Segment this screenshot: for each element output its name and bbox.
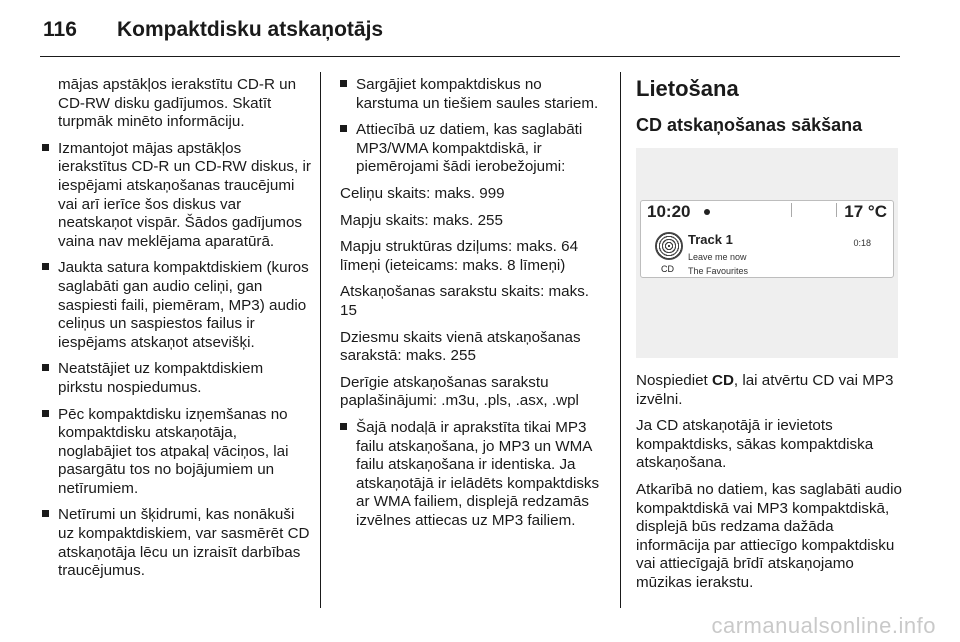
bullet-text: Izmantojot mājas apstākļos ierakstītus CD-R un CD-RW diskus, ir iespējami atskaņošanas traucējumi vai arī ierīce šos diskus var neatskaņot vispār. Šādos gadījumos vaina nav meklējama aparatūrā.	[58, 139, 311, 250]
bullet-square-icon	[340, 80, 347, 87]
continued-paragraph: mājas apstākļos ierakstītu CD-R un CD-RW disku gadījumos. Skatīt turpmāk minēto informāciju.	[58, 76, 297, 131]
limit-item: Celiņu skaits: maks. 999	[340, 184, 505, 202]
elapsed-time: 0:18	[853, 238, 871, 248]
bullet-square-icon	[42, 263, 49, 270]
page-number: 116	[43, 18, 77, 41]
separator-tick	[791, 203, 792, 217]
display-status-bar	[641, 201, 893, 223]
column-3	[636, 76, 902, 601]
chapter-title: Kompaktdisku atskaņotājs	[117, 18, 384, 41]
bullet-item	[42, 259, 312, 352]
instruction-paragraph	[636, 372, 902, 409]
bullet-square-icon	[340, 423, 347, 430]
clock-readout: 10:20	[647, 202, 691, 221]
bullet-square-icon	[42, 410, 49, 417]
bullet-text: Attiecībā uz datiem, kas saglabāti MP3/WMA kompaktdiskā, ir piemērojami šādi ierobežojumi:	[356, 121, 583, 176]
column-2	[340, 76, 608, 538]
bullet-item	[340, 419, 608, 531]
watermark: carmanualsonline.info	[711, 613, 936, 638]
section-heading: Lietošana	[636, 76, 739, 101]
bullet-text: Netīrumi un šķidrumi, kas nonākuši uz kompaktdiskiem, var sasmērēt CD atskaņotāja lēcu un izraisīt darbības traucējumus.	[58, 506, 310, 580]
limit-item: Derīgie atskaņošanas sarakstu paplašinājumi: .m3u, .pls, .asx, .wpl	[340, 373, 579, 410]
bullet-text: Sargājiet kompaktdiskus no karstuma un tiešiem saules stariem.	[356, 76, 599, 112]
subsection-heading: CD atskaņošanas sākšana	[636, 115, 863, 135]
temperature-readout: 17 °C	[844, 202, 887, 221]
instruction-text: Nospiediet	[636, 372, 712, 389]
limit-item: Atskaņošanas sarakstu skaits: maks. 15	[340, 283, 590, 319]
instruction-text: , lai atvērtu CD vai MP3 izvēlni.	[636, 372, 894, 408]
bullet-item	[42, 140, 312, 252]
bullet-item	[42, 360, 312, 397]
source-label: CD	[661, 264, 674, 274]
bullet-square-icon	[42, 144, 49, 151]
page-footer	[0, 611, 960, 642]
bullet-text: Šajā nodaļā ir aprakstīta tikai MP3 failu atskaņošana, jo MP3 un WMA failu atskaņošana ir identiska. Ja atskaņotājā ir ielādēts kompaktdisks ar WMA failiem, displejā redzamās izvēlnes attiecas uz MP3 failiem.	[356, 418, 600, 529]
bullet-square-icon	[42, 510, 49, 517]
column-1	[42, 76, 312, 589]
indicator-dot-icon	[704, 209, 710, 215]
separator-tick	[836, 203, 837, 217]
track-title: Track 1	[688, 232, 733, 247]
bullet-item	[340, 121, 608, 177]
body-paragraph: Ja CD atskaņotājā ir ievietots kompaktdisks, sākas kompaktdiska atskaņošana.	[636, 417, 874, 472]
limit-item: Mapju skaits: maks. 255	[340, 211, 503, 229]
column-divider-2	[620, 72, 621, 608]
bullet-text: Jaukta satura kompaktdiskiem (kuros saglabāti gan audio celiņi, gan saspiesti faili, piemēram, MP3) audio celiņus un saspiestos failus ir iespējams atskaņot atsevišķi.	[58, 259, 309, 351]
page-header	[0, 0, 960, 56]
limit-item: Dziesmu skaits vienā atskaņošanas sarakstā: maks. 255	[340, 328, 581, 365]
bullet-item	[42, 506, 312, 580]
bullet-text: Pēc kompaktdisku izņemšanas no kompaktdisku atskaņotāja, noglabājiet tos atpakaļ vāciņos, lai pasargātu tos no bojājumiem un netīrumiem.	[58, 405, 289, 497]
bullet-item	[340, 76, 608, 113]
bullet-text: Neatstājiet uz kompaktdiskiem pirkstu nospiedumus.	[58, 360, 264, 396]
header-divider	[40, 56, 900, 57]
artist-name: The Favourites	[688, 266, 749, 276]
display-illustration	[636, 148, 898, 358]
bullet-item	[42, 406, 312, 499]
column-divider-1	[320, 72, 321, 608]
cd-key-label: CD	[711, 372, 734, 389]
limit-item: Mapju struktūras dziļums: maks. 64 līmeņi (ieteicams: maks. 8 līmeņi)	[340, 238, 579, 274]
bullet-square-icon	[42, 364, 49, 371]
body-paragraph: Atkarībā no datiem, kas saglabāti audio kompaktdiskā vai MP3 kompaktdiskā, displejā būs redzama dažāda informācija par attiecīgo kompaktdisku vai attiecīgajā brīdī atskaņojamo mūzikas ierakstu.	[636, 480, 902, 591]
cd-disc-icon	[655, 232, 683, 260]
song-title: Leave me now	[688, 252, 747, 262]
cd-display-screen	[640, 200, 894, 278]
bullet-square-icon	[340, 125, 347, 132]
